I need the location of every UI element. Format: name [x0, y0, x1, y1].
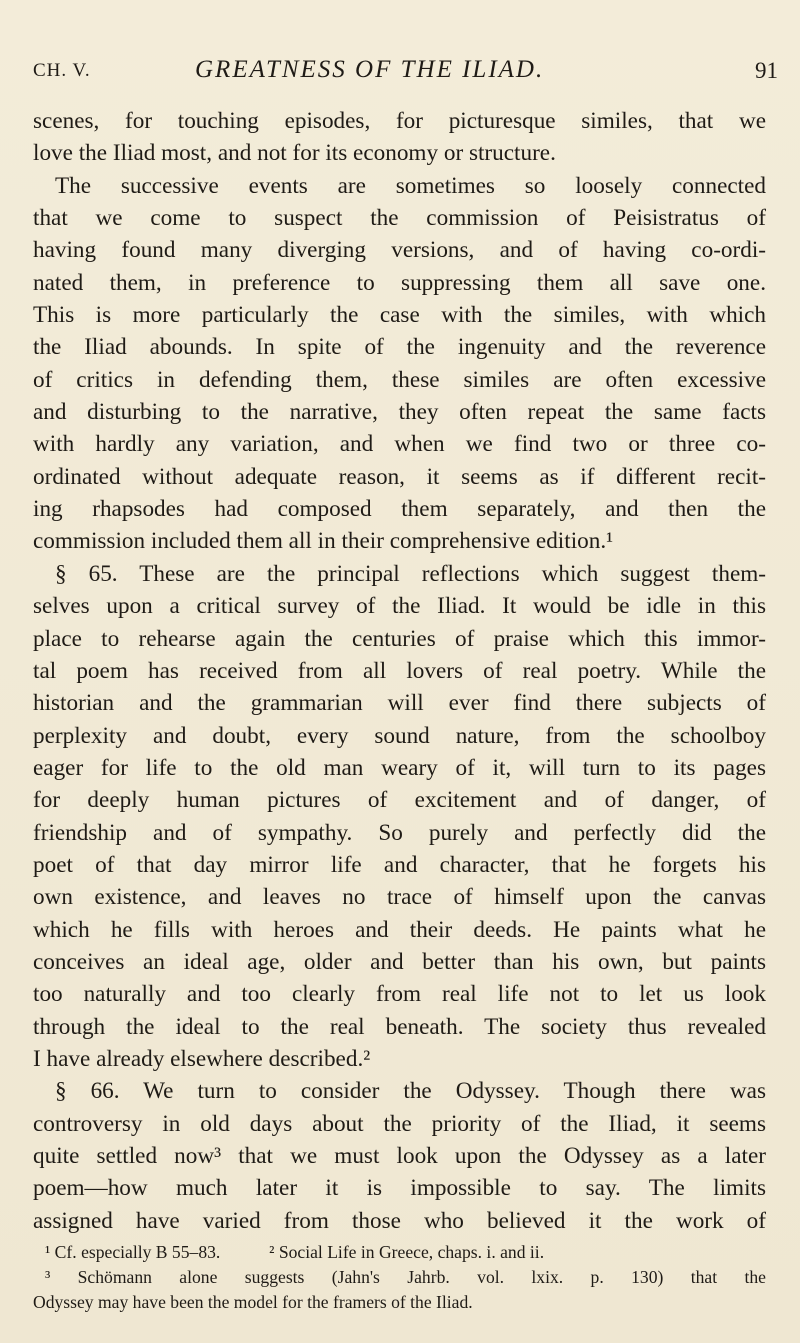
- footnote-3: ³ Schömann alone suggests (Jahn's Jahrb. vol. lxix. p. 130) that the: [45, 1267, 766, 1287]
- text-line: which he fills with heroes and their deeds. He paints what he: [33, 916, 766, 943]
- text-line: ordinated without adequate reason, it seems as if different recit-: [33, 463, 766, 490]
- text-line: eager for life to the old man weary of it, will turn to its pages: [33, 754, 766, 781]
- footnote-2: ² Social Life in Greece, chaps. i. and ii.: [269, 1242, 545, 1262]
- page-number: 91: [755, 58, 778, 83]
- footnote-line: [33, 1240, 766, 1265]
- text-line: too naturally and too clearly from real life not to let us look: [33, 981, 766, 1008]
- text-line: friendship and of sympathy. So purely and perfectly did the: [33, 819, 766, 846]
- text-line: § 66. We turn to consider the Odyssey. Though there was: [55, 1078, 766, 1105]
- footnote-1: ¹ Cf. especially B 55–83.: [45, 1242, 221, 1262]
- text-line: through the ideal to the real beneath. The society thus revealed: [33, 1013, 766, 1040]
- text-line: I have already elsewhere described.²: [33, 1045, 371, 1072]
- body-text: [33, 105, 766, 1237]
- text-line: The successive events are sometimes so loosely connected: [55, 172, 766, 199]
- text-line: tal poem has received from all lovers of real poetry. While the: [33, 657, 766, 684]
- text-line: with hardly any variation, and when we find two or three co-: [33, 431, 766, 458]
- text-line: historian and the grammarian will ever find there subjects of: [33, 690, 766, 717]
- text-line: poet of that day mirror life and character, that he forgets his: [33, 851, 766, 878]
- text-line: for deeply human pictures of excitement and of danger, of: [33, 787, 766, 814]
- text-line: that we come to suspect the commission of Peisistratus of: [33, 205, 766, 232]
- text-line: the Iliad abounds. In spite of the ingenuity and the reverence: [33, 334, 766, 361]
- footnotes: [33, 1240, 766, 1315]
- text-line: having found many diverging versions, and of having co-ordi-: [33, 237, 766, 264]
- running-title: GREATNESS OF THE ILIAD.: [195, 56, 545, 83]
- text-line: own existence, and leaves no trace of himself upon the canvas: [33, 884, 766, 911]
- chapter-label: CH. V.: [33, 60, 91, 81]
- text-line: assigned have varied from those who believed it the work of: [33, 1207, 766, 1234]
- text-line: commission included them all in their comprehensive edition.¹: [33, 528, 614, 555]
- text-line: poem—how much later it is impossible to say. The limits: [33, 1175, 766, 1202]
- text-line: perplexity and doubt, every sound nature, from the schoolboy: [33, 722, 766, 749]
- text-line: scenes, for touching episodes, for picturesque similes, that we: [33, 108, 766, 134]
- text-line: conceives an ideal age, older and better than his own, but paints: [33, 948, 766, 975]
- text-line: nated them, in preference to suppressing them all save one.: [33, 269, 766, 296]
- text-line: controversy in old days about the priority of the Iliad, it seems: [33, 1110, 766, 1137]
- text-line: and disturbing to the narrative, they often repeat the same facts: [33, 399, 766, 426]
- text-line: quite settled now³ that we must look upon the Odyssey as a later: [33, 1143, 766, 1169]
- running-header: [33, 56, 778, 88]
- text-line: of critics in defending them, these similes are often excessive: [33, 366, 766, 393]
- footnote-3-continued: Odyssey may have been the model for the framers of the Iliad.: [33, 1292, 473, 1312]
- text-line: love the Iliad most, and not for its economy or structure.: [33, 140, 556, 167]
- text-line: place to rehearse again the centuries of praise which this immor-: [33, 625, 766, 652]
- text-line: § 65. These are the principal reflections which suggest them-: [55, 560, 766, 587]
- text-line: ing rhapsodes had composed them separately, and then the: [33, 496, 766, 523]
- text-line: This is more particularly the case with the similes, with which: [33, 302, 766, 329]
- text-line: selves upon a critical survey of the Iliad. It would be idle in this: [33, 593, 766, 620]
